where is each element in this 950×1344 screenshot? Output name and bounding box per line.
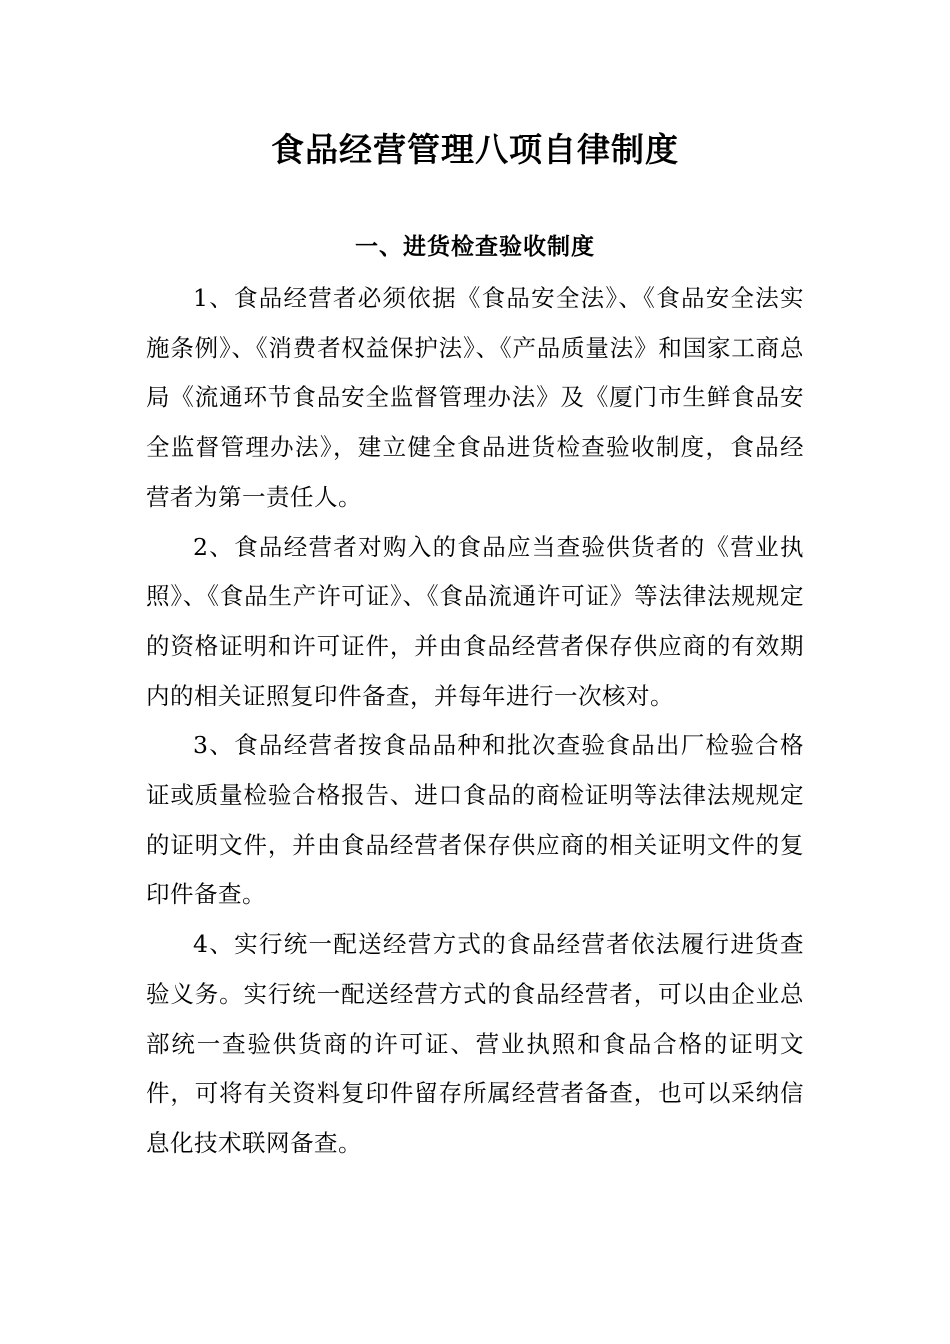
section-body [146,274,804,1169]
paragraph-3: 3、食品经营者按食品品种和批次查验食品出厂检验合格证或质量检验合格报告、进口食品的商检证明等法律法规规定的证明文件，并由食品经营者保存供应商的相关证明文件的复印件备查。 [146,731,804,909]
section-heading: 一、进货检查验收制度 [355,234,595,260]
paragraph-1: 1、食品经营者必须依据《食品安全法》、《食品安全法实施条例》、《消费者权益保护法》、《产品质量法》和国家工商总局《流通环节食品安全监督管理办法》及《厦门市生鲜食品安全监督管理办法》，建立健全食品进货检查验收制度，食品经营者为第一责任人。 [146,284,804,511]
document-title: 食品经营管理八项自律制度 [271,130,679,169]
paragraph-4: 4、实行统一配送经营方式的食品经营者依法履行进货查验义务。实行统一配送经营方式的食品经营者，可以由企业总部统一查验供货商的许可证、营业执照和食品合格的证明文件，可将有关资料复印件留存所属经营者备查，也可以采纳信息化技术联网备查。 [146,930,804,1157]
paragraph-2: 2、食品经营者对购入的食品应当查验供货者的《营业执照》、《食品生产许可证》、《食品流通许可证》等法律法规规定的资格证明和许可证件，并由食品经营者保存供应商的有效期内的相关证照复印件备查，并每年进行一次核对。 [146,532,804,710]
